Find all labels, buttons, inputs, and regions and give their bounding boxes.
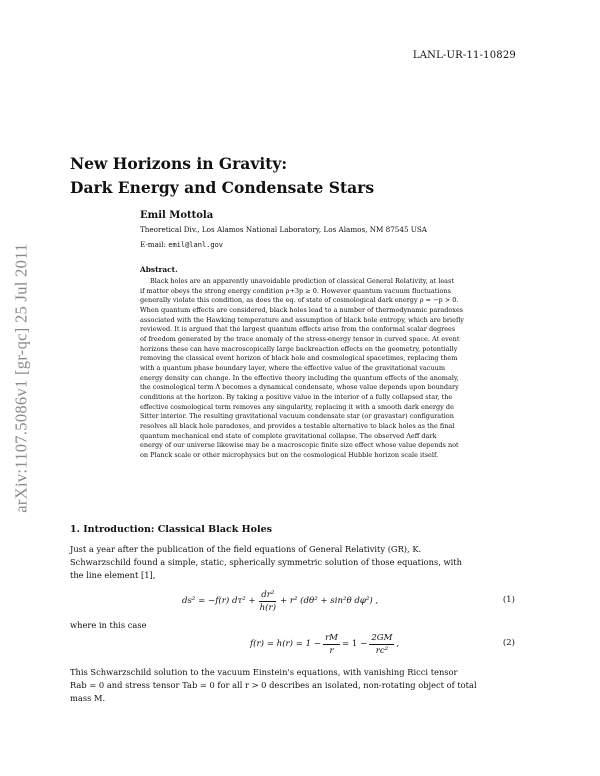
- author-email: [140, 240, 223, 249]
- email-address[interactable]: emil@lanl.gov: [168, 241, 224, 249]
- abstract-heading: Abstract.: [140, 265, 178, 274]
- equation-1: [70, 583, 515, 619]
- report-number: LANL-UR-11-10829: [412, 50, 516, 61]
- eq2-frac2-numerator: 2GM: [371, 632, 393, 643]
- section-heading: 1. Introduction: Classical Black Holes: [70, 524, 272, 535]
- eq2-middle: = 1 −: [342, 639, 368, 649]
- eq2-frac1-denominator: r: [329, 645, 334, 656]
- paper-title: [70, 152, 374, 200]
- eq1-frac-denominator: h(r): [259, 602, 276, 613]
- author-name: Emil Mottola: [140, 210, 214, 221]
- intro-paragraph-3: This Schwarzschild solution to the vacuum Einstein's equations, with vanishing Ricci tensor Rab = 0 and stress tensor Tab = 0 for all r > 0 describes an isolated, non-rotating object of total mass M.: [70, 667, 477, 703]
- equation-number-1: (1): [502, 595, 515, 605]
- eq1-lhs: ds² = −f(r) dτ² +: [182, 596, 256, 606]
- arxiv-sidebar-stamp: [10, 208, 34, 548]
- eq2-end: ,: [396, 639, 400, 649]
- title-line-2: Dark Energy and Condensate Stars: [70, 178, 375, 197]
- eq2-fraction-2: [369, 632, 394, 657]
- eq1-rest: + r² (dθ² + sin²θ dφ²) ,: [279, 596, 379, 606]
- intro-paragraph-2: where in this case: [70, 620, 147, 630]
- title-line-1: New Horizons in Gravity:: [70, 154, 288, 173]
- arxiv-identifier[interactable]: arXiv:1107.5086v1 [gr-qc] 25 Jul 2011: [12, 243, 32, 513]
- author-affiliation: Theoretical Div., Los Alamos National Laboratory, Los Alamos, NM 87545 USA: [140, 225, 427, 234]
- eq2-frac2-denominator: rc²: [375, 645, 389, 656]
- eq2-frac1-numerator: rM: [325, 632, 338, 643]
- eq1-fraction: [258, 589, 278, 614]
- eq1-frac-numerator: dr²: [261, 589, 275, 600]
- eq2-fraction-1: [323, 632, 340, 657]
- email-label: E-mail:: [140, 240, 166, 249]
- abstract-text: Black holes are an apparently unavoidable prediction of classical General Relativity, at least if matter obeys the strong energy condition ρ+3p ≥ 0. However quantum vacuum fluctuations generally violate this condition, as does the eq. of state of cosmological dark energy ρ = −p > 0. When quantum effects are considered, black holes lead to a number of thermodynamic paradoxes associated with the Hawking temperature and assumption of black hole entropy, which are briefly reviewed. It is argued that the largest quantum effects arise from the conformal scalar degrees of freedom generated by the trace anomaly of the stress-energy tensor in curved space. At event horizons these can have macroscopically large backreaction effects on the geometry, potentially removing the classical event horizon of black hole and cosmological spacetimes, replacing them with a quantum phase boundary layer, where the effective value of the gravitational vacuum energy density can change. In the effective theory including the quantum effects of the anomaly, the cosmological term Λ becomes a dynamical condensate, whose value depends upon boundary conditions at the horizon. By taking a positive value in the interior of a fully collapsed star, the effective cosmological term removes any singularity, replacing it with a smooth dark energy de Sitter interior. The resulting gravitational vacuum condensate star (or gravastar) configuration resolves all black hole paradoxes, and provides a testable alternative to black holes as the final quantum mechanical end state of complete gravitational collapse. The observed Λeff dark energy of our universe likewise may be a macroscopic finite size effect whose value depends not on Planck scale or other microphysics but on the cosmological Hubble horizon scale itself.: [140, 277, 464, 459]
- eq2-lhs: f(r) = h(r) = 1 −: [250, 639, 322, 649]
- equation-number-2: (2): [502, 638, 515, 648]
- intro-paragraph-1: Just a year after the publication of the field equations of General Relativity (GR), K. Schwarzschild found a simple, static, spherically symmetric solution of those equations, with the line element [1],: [70, 544, 462, 580]
- equation-2: [70, 626, 515, 662]
